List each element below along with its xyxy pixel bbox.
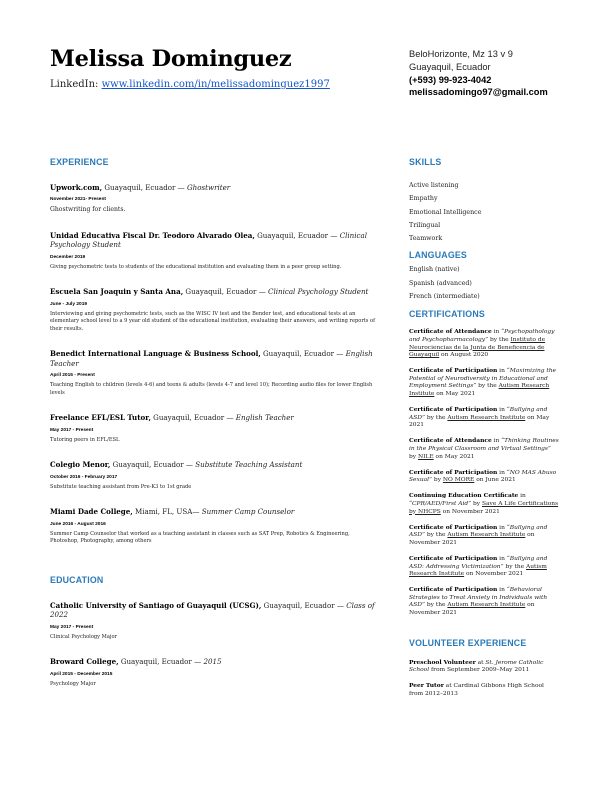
job-date: June 2016 - August 2016 [50, 521, 106, 527]
cert-issuer[interactable]: NILE [417, 453, 434, 460]
job-entry [50, 183, 378, 215]
address-line-2: Guayaquil, Ecuador [409, 61, 491, 72]
job-role: English Teacher [50, 349, 373, 368]
certifications-heading: CERTIFICATIONS [409, 309, 485, 320]
job-location: Guayaquil, Ecuador — [254, 230, 340, 240]
volunteer-heading: VOLUNTEER EXPERIENCE [409, 637, 527, 648]
cert-in: in “ [409, 493, 526, 507]
job-location: Guayaquil, Ecuador — [183, 287, 269, 297]
left-column [50, 157, 378, 688]
education-date: May 2017 - Present [50, 624, 94, 630]
cert-type: Certificate of Attendance [409, 328, 492, 336]
cert-title: Bullying and ASD [409, 407, 548, 421]
job-role: Ghostwriter [187, 183, 231, 192]
cert-date: on May 2021 [433, 453, 475, 460]
job-title [50, 349, 378, 368]
school-location: Guayaquil, Ecuador — [261, 600, 347, 610]
cert-in: in “ [497, 587, 510, 594]
certification-item [409, 492, 559, 516]
job-date: October 2016 - February 2017 [50, 474, 118, 480]
cert-type: Certificate of Attendance [409, 437, 492, 445]
cert-date: on November 2021 [464, 571, 524, 578]
job-role: English Teacher [235, 413, 294, 423]
skill-item: Teamwork [409, 235, 443, 243]
certification-item [409, 555, 559, 579]
education-heading: EDUCATION [50, 574, 104, 585]
experience-heading: EXPERIENCE [50, 157, 109, 167]
skill-item: Active listening [409, 182, 459, 189]
cert-title: NO MAS Abuso Sexual [409, 469, 557, 484]
volunteer-place: Cardinal Gibbons High School [453, 683, 544, 690]
cert-date: on May 2021 [409, 414, 550, 429]
cert-issuer[interactable]: Autism Research Institute [409, 383, 550, 398]
volunteer-role: Peer Tutor [409, 682, 444, 690]
cert-by: ” by [409, 446, 551, 460]
certification-item [409, 437, 559, 461]
cert-title: Thinking Routines in the Physical Classroom and Virtual Settings [409, 438, 559, 452]
job-description: Summer Camp Counselor that worked as a teaching assistant in classes such as SAT Prep, Robotics & Engineering, Photoshop, Photography, among others [50, 530, 350, 545]
job-role: Substitute Teaching Assistant [195, 460, 303, 470]
volunteer-list [409, 659, 559, 699]
cert-issuer[interactable]: Save A Life Certifications by NHCPS [409, 500, 559, 515]
contact-block [409, 48, 554, 99]
job-org: Freelance EFL/ESL Tutor, [50, 413, 151, 423]
job-entry [50, 413, 378, 444]
job-entry [50, 460, 378, 491]
cert-title: Psychopathology and Psychopharmacology [409, 329, 555, 343]
job-role: Summer Camp Counselor [201, 507, 295, 517]
cert-date: on August 2020 [439, 352, 489, 359]
cert-type: Certificate of Participation [409, 367, 498, 375]
job-entry [50, 507, 378, 546]
volunteer-place: St. Jerome Catholic School [409, 659, 544, 674]
cert-date: on November 2021 [440, 508, 500, 515]
volunteer-role: Preschool Volunteer [409, 658, 476, 666]
job-date: November 2021- Present [50, 197, 106, 203]
cert-type: Certificate of Participation [409, 468, 498, 476]
skills-heading: SKILLS [409, 157, 442, 167]
education-description: Clinical Psychology Major [50, 633, 117, 640]
skill-item: Trilingual [409, 221, 441, 229]
cert-issuer[interactable]: Instituto de Neurociencias de la Junta de Beneficencia de Guayaquil [409, 336, 546, 359]
certification-item [409, 367, 559, 398]
job-location: Guayaquil, Ecuador — [260, 349, 346, 359]
cert-type: Certificate of Participation [409, 586, 498, 594]
linkedin-link[interactable]: www.linkedin.com/in/melissadominguez1997 [101, 79, 330, 90]
cert-in: in “ [497, 407, 510, 414]
cert-issuer[interactable]: Autism Research Institute [447, 414, 526, 421]
education-entry [50, 657, 378, 688]
cert-date: on November 2021 [409, 602, 535, 616]
skill-item: Emotional Intelligence [409, 208, 482, 216]
cert-title: Bullying and ASD: Addressing Victimization [409, 555, 548, 570]
cert-type: Certificate of Participation [409, 523, 498, 531]
job-location: Guayaquil, Ecuador — [102, 183, 188, 192]
job-date: April 2015 - Present [50, 373, 95, 379]
job-org: Miami Dade College, [50, 507, 133, 517]
cert-in: in “ [497, 555, 510, 562]
cert-type: Certificate of Participation [409, 554, 498, 562]
job-title [50, 507, 378, 516]
email-address[interactable]: melissadomingo97@gmail.com [409, 87, 548, 98]
cert-by: ” by the [500, 563, 526, 570]
school-location: Guayaquil, Ecuador — [118, 657, 204, 667]
certification-item [409, 586, 559, 617]
school-name: Catholic University of Santiago of Guayaquil (UCSG), [50, 600, 262, 610]
candidate-name: Melissa Dominguez [50, 46, 292, 72]
cert-type: Continuing Education Certificate [409, 492, 519, 500]
cert-by: ” by the [485, 336, 511, 343]
volunteer-date: from 2012–2013 [409, 690, 458, 697]
language-item: French (intermediate) [409, 293, 480, 301]
cert-by: ” by [429, 477, 443, 484]
job-title [50, 287, 378, 296]
cert-date: on June 2021 [474, 477, 516, 484]
job-date: December 2019 [50, 254, 86, 260]
languages-list [409, 263, 559, 303]
cert-in: in “ [491, 329, 505, 336]
job-description: Giving psychometric tests to students of the educational institution and evaluating them in a peer group setting. [50, 263, 342, 270]
job-entry [50, 287, 378, 333]
job-description: Ghostwriting for clients. [50, 206, 126, 214]
school-class: 2015 [203, 657, 222, 667]
job-date: June - July 2019 [50, 301, 88, 307]
cert-issuer[interactable]: Autism Research Institute [409, 563, 547, 578]
job-description: Teaching English to children (levels 4-6) and teens & adults (levels 4-7 and level 10); Recording audio files for lower English levels [50, 382, 373, 396]
cert-issuer[interactable]: NO MORE [442, 477, 475, 484]
cert-date: on November 2021 [409, 532, 535, 546]
cert-by: ” by the [422, 532, 448, 539]
certification-item [409, 469, 559, 485]
skills-list [409, 179, 559, 245]
cert-by: ” by the [422, 602, 448, 609]
cert-date: on May 2021 [434, 391, 476, 398]
education-entry [50, 601, 378, 641]
cert-by: ” by the [473, 383, 499, 390]
cert-title: Behavioral Strategies to Treat Anxiety in Individuals with ASD [409, 587, 548, 609]
volunteer-at: at [443, 683, 454, 690]
education-description: Psychology Major [50, 680, 96, 687]
language-item: Spanish (advanced) [409, 279, 472, 287]
cert-issuer[interactable]: Autism Research Institute [447, 532, 526, 539]
languages-heading: LANGUAGES [409, 250, 468, 261]
certifications-list [409, 328, 559, 617]
school-class: Class of 2022 [50, 600, 375, 620]
job-entry [50, 231, 378, 271]
job-description: Interviewing and giving psychometric tests, such as the WISC IV test and the Bender test, and educational tests at an elementary school level to a 9 year old student of the educational institution, evaluating their answers, and writing reports of their results. [50, 310, 375, 332]
cert-issuer[interactable]: Autism Research Institute [447, 602, 526, 609]
job-role: Clinical Psychology Student [50, 230, 367, 250]
job-entry [50, 349, 378, 397]
cert-title: Bullying and ASD [409, 524, 548, 539]
job-title [50, 413, 378, 422]
job-org: Upwork.com, [50, 183, 103, 192]
volunteer-item [409, 682, 559, 698]
job-title [50, 231, 378, 250]
job-title [50, 183, 378, 192]
certification-item [409, 406, 559, 430]
job-location: Miami, FL, USA— [132, 507, 202, 517]
skill-item: Empathy [409, 195, 438, 203]
job-location: Guayaquil, Ecuador — [150, 413, 236, 423]
job-description: Tutoring peers in EFL/ESL [50, 436, 120, 443]
job-role: Clinical Psychology Student [268, 287, 369, 297]
cert-by: ” by [468, 500, 482, 507]
job-org: Benedict International Language & Business School, [50, 349, 261, 359]
language-item: English (native) [409, 266, 460, 274]
education-title [50, 601, 378, 620]
right-column [409, 157, 559, 698]
cert-by: ” by the [422, 414, 448, 421]
linkedin-line [50, 79, 330, 90]
cert-title: Maximizing the Potential of Neurodiversity in Educational and Employment Settings [409, 368, 557, 390]
job-title [50, 460, 378, 469]
education-date: April 2015 - December 2015 [50, 671, 113, 677]
education-title [50, 657, 378, 666]
phone-number: (+593) 99-923-4042 [409, 74, 492, 85]
cert-in: in “ [497, 368, 510, 375]
cert-in: in “ [491, 438, 505, 445]
cert-type: Certificate of Participation [409, 406, 498, 414]
cert-in: in “ [497, 469, 510, 476]
certification-item [409, 524, 559, 548]
job-org: Unidad Educativa Fiscal Dr. Teodoro Alvarado Olea, [50, 230, 255, 240]
volunteer-item [409, 659, 559, 675]
job-org: Escuela San Joaquin y Santa Ana, [50, 287, 184, 297]
address-line-1: BeloHorizonte, Mz 13 v 9 [409, 49, 513, 59]
volunteer-date: from September 2009–May 2011 [429, 667, 530, 674]
job-date: May 2017 - Present [50, 427, 94, 433]
cert-in: in “ [497, 524, 510, 531]
volunteer-at: at [475, 659, 486, 666]
job-location: Guayaquil, Ecuador — [110, 460, 196, 470]
linkedin-label: LinkedIn: [50, 79, 99, 90]
job-org: Colegio Menor, [50, 460, 111, 470]
job-description: Substitute teaching assistant from Pre-K3 to 1st grade [50, 483, 192, 490]
cert-title: CPR/AED/First Aid [412, 500, 469, 507]
certification-item [409, 328, 559, 359]
school-name: Broward College, [50, 657, 119, 667]
